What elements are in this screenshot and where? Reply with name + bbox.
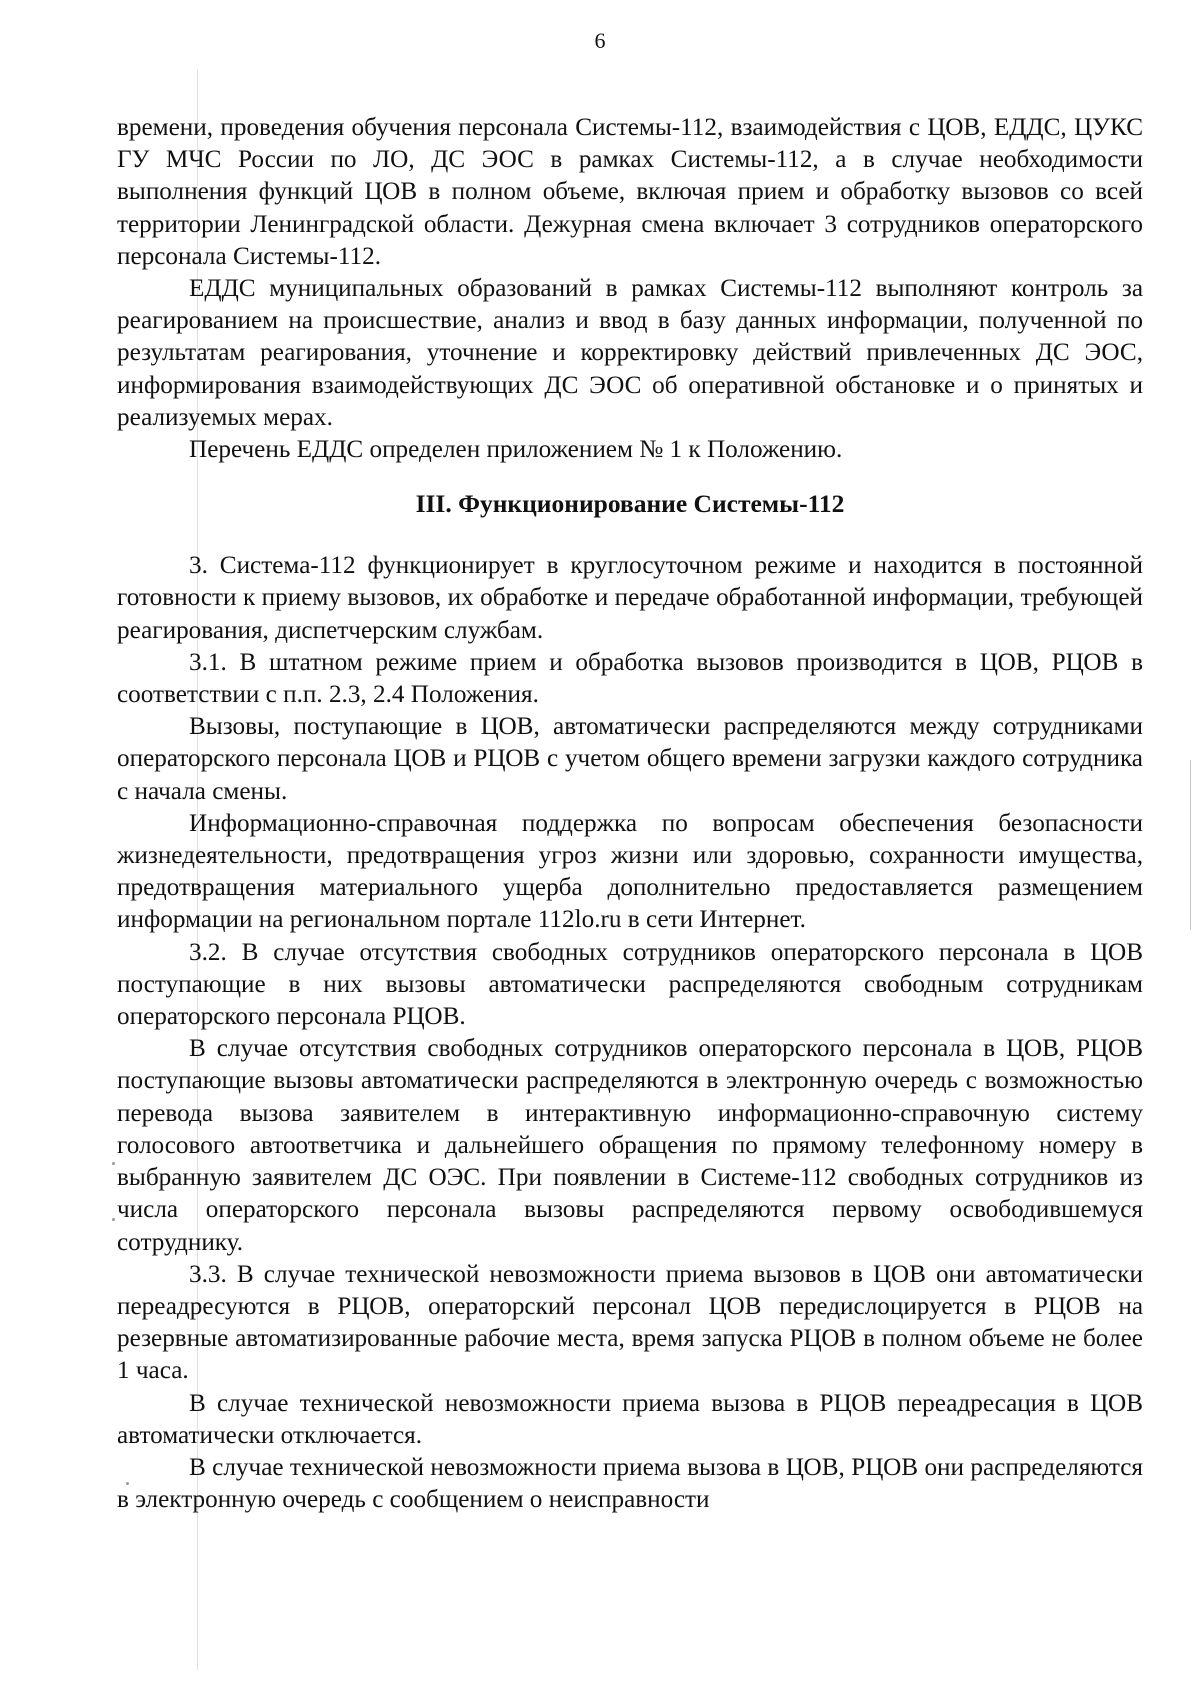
paragraph: 3. Система-112 функционирует в круглосуточном режиме и находится в постоянной готовности к приему вызовов, их обработке и передаче обработанной информации, требующей реагирования, диспетчерским службам. bbox=[117, 552, 1143, 644]
section-title: III. Функционирование Системы-112 bbox=[415, 489, 845, 519]
scan-edge-mark bbox=[1190, 760, 1191, 930]
page-number: 6 bbox=[594, 28, 606, 53]
scan-speck bbox=[112, 1162, 115, 1165]
paragraph: 3.3. В случае технической невозможности приема вызовов в ЦОВ они автоматически переадресуются в РЦОВ, операторский персонал ЦОВ передислоцируется в РЦОВ на резервные автоматизированные рабочие места, время запуска РЦОВ в полном объеме не более 1 часа. bbox=[117, 1260, 1143, 1385]
paragraph: ЕДДС муниципальных образований в рамках Системы-112 выполняют контроль за реагированием на происшествие, анализ и ввод в базу данных информации, полученной по результатам реагирования, уточнение и корректировку действий привлеченных ДС ЭОС, информирования взаимодействующих ДС ЭОС об оперативной обстановке и о принятых и реализуемых мерах. bbox=[117, 275, 1143, 431]
paragraph: Информационно-справочная поддержка по вопросам обеспечения безопасности жизнедеятельности, предотвращения угроз жизни или здоровью, сохранности имущества, предотвращения материального ущерба дополнительно предоставляется размещением информации на региональном портале 112lo.ru в сети Интернет. bbox=[117, 809, 1143, 934]
paragraph: времени, проведения обучения персонала Системы-112, взаимодействия с ЦОВ, ЕДДС, ЦУКС ГУ МЧС России по ЛО, ДС ЭОС в рамках Системы-112, а в случае необходимости выполнения функций ЦОВ в полном объеме, включая прием и обработку вызовов со всей территории Ленинградской области. Дежурная смена включает 3 сотрудников операторского персонала Системы-112. bbox=[117, 114, 1143, 270]
document-body bbox=[117, 112, 1143, 1516]
paragraph: 3.1. В штатном режиме прием и обработка вызовов производится в ЦОВ, РЦОВ в соответствии с п.п. 2.3, 2.4 Положения. bbox=[117, 648, 1143, 709]
paragraph: В случае отсутствия свободных сотрудников операторского персонала в ЦОВ, РЦОВ поступающие вызовы автоматически распределяются в электронную очередь с возможностью перевода вызова заявителем в интерактивную информационно-справочную систему голосового автоответчика и дальнейшего обращения по прямому телефонному номеру в выбранную заявителем ДС ОЭС. При появлении в Системе-112 свободных сотрудников из числа операторского персонала вызовы распределяются первому освободившемуся сотруднику. bbox=[117, 1035, 1143, 1256]
paragraph: 3.2. В случае отсутствия свободных сотрудников операторского персонала в ЦОВ поступающие в них вызовы автоматически распределяются свободным сотрудникам операторского персонала РЦОВ. bbox=[117, 938, 1143, 1031]
paragraph: В случае технической невозможности приема вызова в РЦОВ переадресация в ЦОВ автоматически отключается. bbox=[117, 1389, 1143, 1449]
scan-speck bbox=[112, 1218, 115, 1221]
paragraph: Вызовы, поступающие в ЦОВ, автоматически распределяются между сотрудниками операторского персонала ЦОВ и РЦОВ с учетом общего времени загрузки каждого сотрудника с начала смены. bbox=[117, 713, 1143, 805]
paragraph: Перечень ЕДДС определен приложением № 1 к Положению. bbox=[189, 436, 843, 464]
paragraph: В случае технической невозможности приема вызова в ЦОВ, РЦОВ они распределяются в электронную очередь с сообщением о неисправности bbox=[117, 1453, 1143, 1514]
